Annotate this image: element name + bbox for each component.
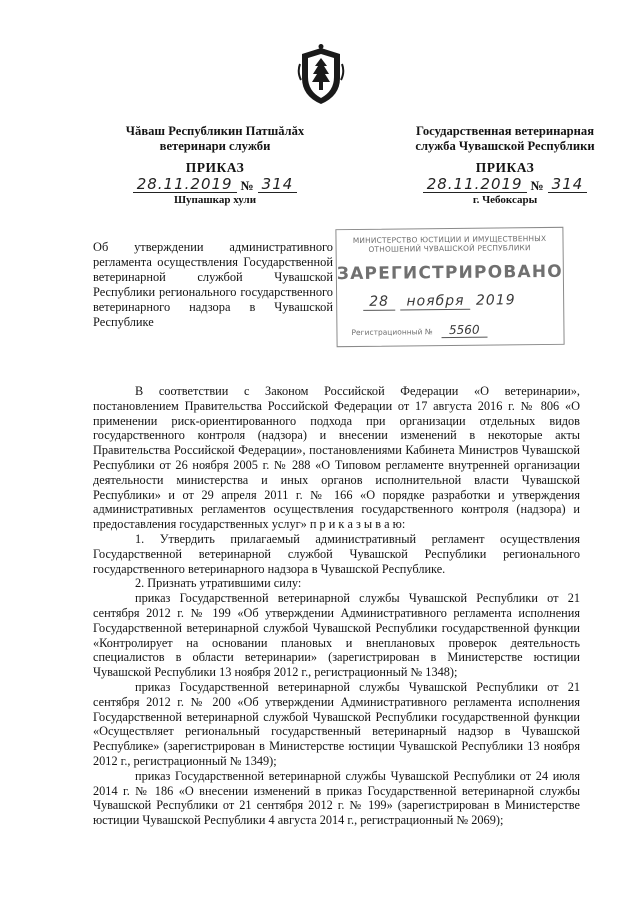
- chuvashia-emblem-icon: [296, 44, 346, 106]
- stamp-day: 28: [363, 294, 395, 311]
- number-sign: №: [240, 178, 254, 193]
- order-label: ПРИКАЗ: [475, 160, 535, 175]
- order-label: ПРИКАЗ: [185, 160, 245, 175]
- org-name-line2: служба Чувашской Республики: [415, 139, 595, 153]
- order-number: 314: [258, 177, 298, 193]
- order-number: 314: [548, 177, 588, 193]
- org-name-line1: Государственная ветеринарная: [415, 124, 595, 138]
- header-left: [95, 124, 335, 208]
- order-date: 28.11.2019: [423, 177, 527, 193]
- stamp-month: ноября: [400, 293, 470, 311]
- stamp-registration: [351, 323, 487, 338]
- stamp-year: 2019: [475, 292, 516, 309]
- document-title: Об утверждении административного регламента осуществления Государственной ветеринарной службой Чувашской Республики регионального государственного ветеринарного надзора в Чувашской Республике: [93, 240, 333, 329]
- number-sign: №: [530, 178, 544, 193]
- order-date: 28.11.2019: [133, 177, 237, 193]
- paragraph-item-1: 1. Утвердить прилагаемый административный регламент осуществления Государственной ветеринарной службой Чувашской Республики регионального государственного ветеринарного надзора в Чувашской Республике.: [93, 531, 580, 576]
- paragraph-repealed-3: приказ Государственной ветеринарной службы Чувашской Республики от 24 июля 2014 г. № 186 «О внесении изменений в приказ Государственной ветеринарной службы Чувашской Республики от 21 сентября 2012 г. № 199» (зарегистрирован в Министерстве юстиции Чувашской Республики 4 августа 2014 г., регистрационный № 2069);: [93, 768, 580, 828]
- stamp-ministry: [336, 234, 562, 254]
- paragraph-repealed-1: приказ Государственной ветеринарной службы Чувашской Республики от 21 сентября 2012 г. № 199 «Об утверждении Административного регламента исполнения Государственной ветеринарной службой Чувашской Республики государственной функции «Контролирует на основании плановых и внеплановых проверок деятельность специалистов в области ветеринарии» (зарегистрирован в Министерстве юстиции Чувашской Республики 13 ноября 2012 г., регистрационный № 1348);: [93, 591, 580, 680]
- order-number-line: [385, 173, 625, 193]
- paragraph-item-2: 2. Признать утратившими силу:: [135, 576, 302, 591]
- org-name-line2: ветеринари служби: [159, 139, 271, 153]
- stamp-reg-number: 5560: [441, 323, 488, 338]
- stamp-line1: МИНИСТЕРСТВО ЮСТИЦИИ И ИМУЩЕСТВЕННЫХ: [352, 233, 547, 246]
- order-number-line: [95, 173, 335, 193]
- org-name-line1: Чăваш Республикин Патшăлăх: [125, 124, 305, 138]
- stamp-date: [363, 292, 516, 310]
- city-name: г. Чебоксары: [472, 194, 538, 206]
- stamp-line2: ОТНОШЕНИЙ ЧУВАШСКОЙ РЕСПУБЛИКИ: [368, 243, 531, 254]
- stamp-status: ЗАРЕГИСТРИРОВАНО: [336, 261, 563, 285]
- document-body: [93, 384, 580, 828]
- header-right: [385, 124, 625, 208]
- stamp-reg-label: Регистрационный №: [351, 327, 433, 338]
- city-name: Шупашкар хули: [173, 194, 257, 206]
- registration-stamp: [335, 227, 564, 347]
- paragraph-preamble: В соответствии с Законом Российской Федерации «О ветеринарии», постановлением Правительства Российской Федерации от 17 августа 2016 г. № 806 «О применении риск-ориентированного подхода при организации отдельных видов государственного контроля (надзора) и внесении изменений в некоторые акты Правительства Российской Федерации», постановлениями Кабинета Министров Чувашской Республики от 26 ноября 2005 г. № 288 «О Типовом регламенте внутренней организации деятельности министерства и иных органов исполнительной власти Чувашской Республики» и от 29 апреля 2011 г. № 166 «О порядке разработки и утверждения административных регламентов осуществления государственного контроля (надзора) и предоставления государственных услуг» п р и к а з ы в а ю:: [93, 384, 580, 532]
- paragraph-repealed-2: приказ Государственной ветеринарной службы Чувашской Республики от 21 сентября 2012 г. № 200 «Об утверждении Административного регламента исполнения Государственной ветеринарной службой Чувашской Республики государственной функции «Осуществляет региональный государственный ветеринарный надзор в Чувашской Республике» (зарегистрирован в Министерстве юстиции Чувашской Республики 13 ноября 2012 г., регистрационный № 1349);: [93, 679, 580, 768]
